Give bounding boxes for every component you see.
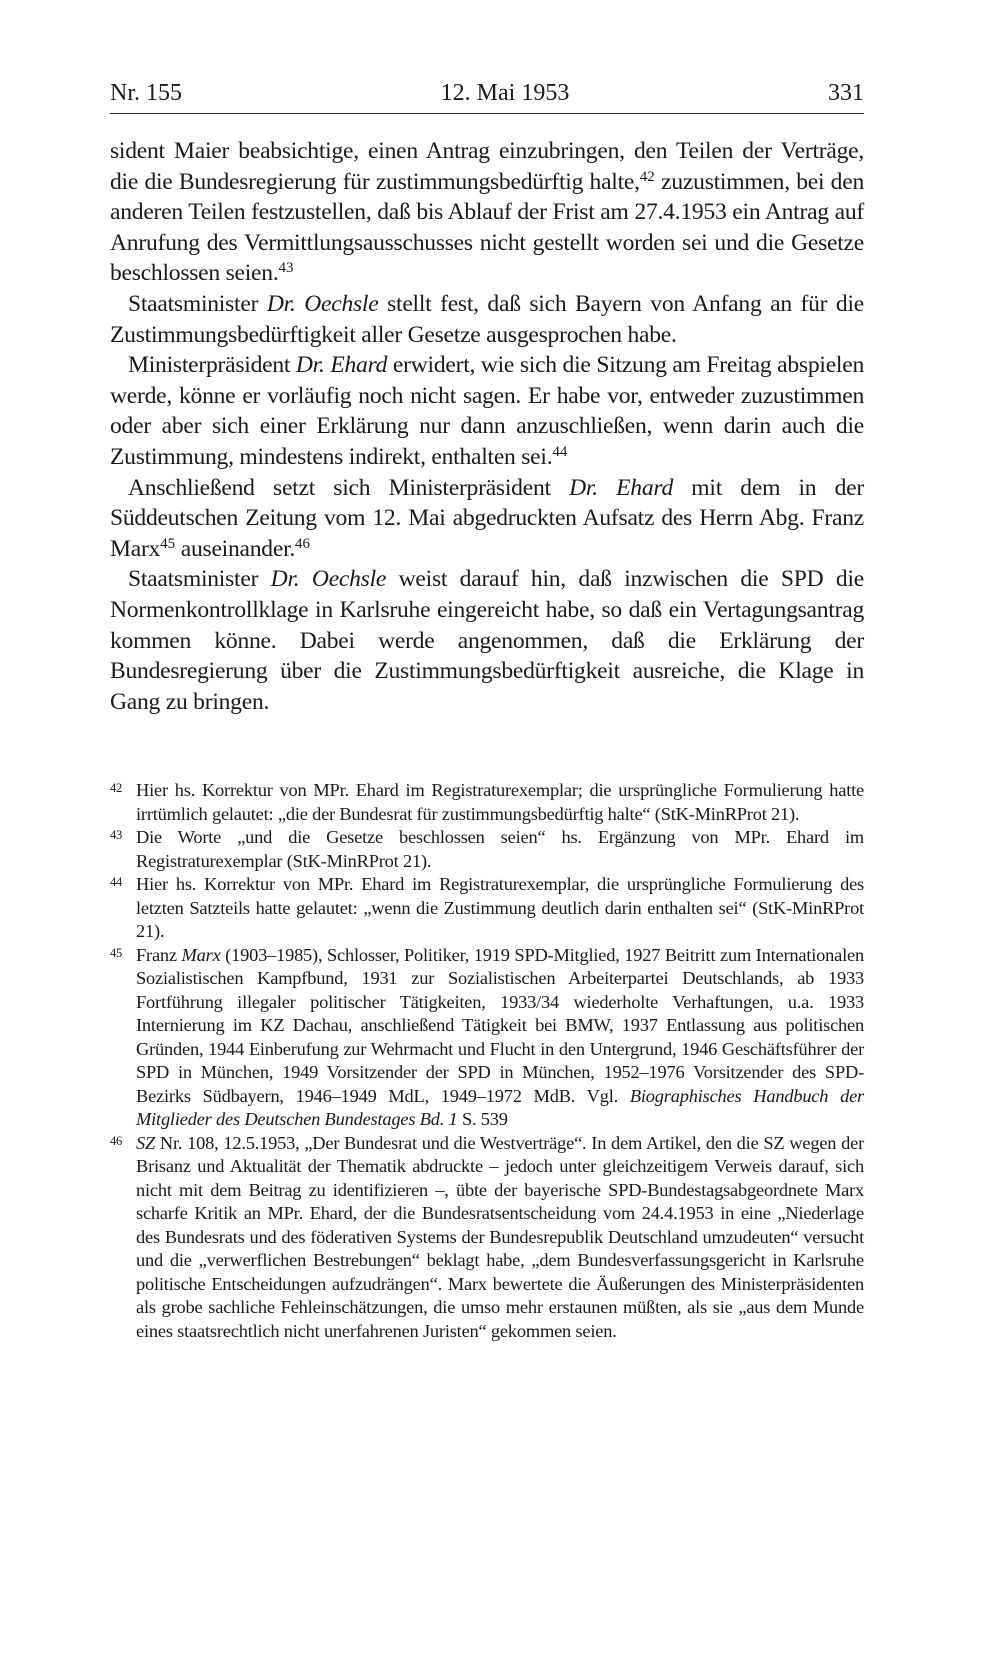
- footnote-number: 46: [110, 1133, 123, 1148]
- footnote-45: 45 Franz Marx (1903–1985), Schlosser, Politiker, 1919 SPD-Mitglied, 1927 Beitritt zum Internationalen Sozialistischen Kampfbund, 1931 zur Sozialistischen Arbeiterpartei Deutschlands, ab 1933 Fortführung illegaler politischer Tätigkeiten, 1933/34 wiederholte Verhaftungen, u.a. 1933 Internierung im KZ Dachau, anschließend Tätigkeit bei BMW, 1937 Entlassung aus politischen Gründen, 1944 Einberufung zur Wehrmacht und Flucht in den Untergrund, 1946 Geschäftsführer der SPD in München, 1949 Vorsitzender der SPD in München, 1952–1976 Vorsitzender des SPD-Bezirks Südbayern, 1946–1949 MdL, 1949–1972 MdB. Vgl. Biographisches Handbuch der Mitglieder des Deutschen Bundestages Bd. 1 S. 539: [110, 944, 864, 1130]
- paragraph-continuation: sident Maier beabsichtige, einen Antrag einzubringen, den Teilen der Verträge, die die Bundesregierung für zustimmungsbedürftig halte,$^{42}$ zuzustimmen, bei den anderen Teilen festzustellen, daß bis Ablauf der Frist am 27.4.1953 ein Antrag auf Anrufung des Vermittlungsausschusses nicht gestellt worden sei und die Gesetze beschlossen seien.$^{43}$: [110, 138, 864, 287]
- speaker-name: Dr. Oechsle: [270, 566, 387, 593]
- footnote-ref[interactable]: 44: [552, 443, 568, 460]
- footnote-number: 43: [110, 828, 123, 843]
- footnote-ref[interactable]: 45: [160, 535, 176, 552]
- speaker-name: Dr. Ehard: [295, 352, 388, 379]
- document-page: [110, 78, 864, 1343]
- document-number: Nr. 155: [110, 80, 182, 106]
- footnote-ref[interactable]: 43: [278, 260, 294, 277]
- source-title: SZ: [136, 1132, 156, 1153]
- footnote-42: 42 Hier hs. Korrektur von MPr. Ehard im Registraturexemplar; die ursprüngliche Formulierung hatte irrtümlich gelautet: „die der Bundesrat für zustimmungsbedürftig halte“ (StK-MinRProt 21).: [110, 780, 864, 824]
- footnote-44: 44 Hier hs. Korrektur von MPr. Ehard im Registraturexemplar, die ursprüngliche Formulierung des letzten Satzteils hatte gelautet: „wenn die Zustimmung deutlich darin enthalten sei“ (StK-MinRProt 21).: [110, 874, 864, 942]
- paragraph: Staatsminister Dr. Oechsle weist darauf hin, daß inzwischen die SPD die Normenkontrollklage in Karlsruhe eingereicht habe, so daß ein Vertagungsantrag kommen könne. Dabei werde angenommen, daß die Erklärung der Bundesregierung über die Zustimmungsbedürftigkeit ausreiche, die Klage in Gang zu bringen.: [110, 566, 864, 715]
- footnote-number: 44: [110, 875, 123, 890]
- footnote-46: 46 SZ Nr. 108, 12.5.1953, „Der Bundesrat und die Westverträge“. In dem Artikel, den die SZ wegen der Brisanz und Aktualität der Thematik abdruckte – jedoch unter gleichzeitigem Verweis darauf, sich nicht mit dem Beitrag zu identifizieren –, übte der bayerische SPD-Bundestagsabgeordnete Marx scharfe Kritik an MPr. Ehard, der die Bundesratsentscheidung vom 24.4.1953 in eine „Niederlage des Bundesrats und des föderativen Systems der Bundesrepublik Deutschland umzudeuten“ versucht und die „verwerflichen Bestrebungen“ beklagt habe, „dem Bundesverfassungsgericht in Karlsruhe politische Entscheidungen aufzudrängen“. Marx bewertete die Äußerungen des Ministerpräsidenten als grobe sachliche Fehleinschätzungen, die umso mehr erstaunen müßten, als sie „aus dem Munde eines staatsrechtlich nicht unerfahrenen Juristen“ gekommen seien.: [110, 1132, 864, 1341]
- running-head: [110, 78, 864, 114]
- speaker-name: Dr. Ehard: [569, 474, 673, 501]
- paragraph: Ministerpräsident Dr. Ehard erwidert, wie sich die Sitzung am Freitag abspielen werde, könne er vorläufig noch nicht sagen. Er habe vor, entweder zuzustimmen oder aber sich einer Erklärung nur dann anzuschließen, wenn darin auch die Zustimmung, mindestens indirekt, enthalten sei.$^{44}$: [110, 352, 864, 470]
- footnote-43: 43 Die Worte „und die Gesetze beschlossen seien“ hs. Ergänzung von MPr. Ehard im Registraturexemplar (StK-MinRProt 21).: [110, 827, 864, 871]
- page-number: 331: [827, 80, 864, 106]
- paragraph: Staatsminister Dr. Oechsle stellt fest, daß sich Bayern von Anfang an für die Zustimmungsbedürftigkeit aller Gesetze ausgesprochen habe.: [110, 290, 864, 348]
- body-text: [110, 136, 864, 717]
- footnote-ref[interactable]: 42: [639, 168, 655, 185]
- footnote-number: 45: [110, 945, 123, 960]
- person-name: Marx: [181, 944, 221, 965]
- source-title: Biographisches Handbuch der Mitglieder des Deutschen Bundestages Bd. 1: [136, 1085, 864, 1130]
- session-date: 12. Mai 1953: [440, 80, 570, 106]
- footnote-number: 42: [110, 781, 123, 796]
- footnote-ref[interactable]: 46: [295, 535, 311, 552]
- paragraph: Anschließend setzt sich Ministerpräsident Dr. Ehard mit dem in der Süddeutschen Zeitung vom 12. Mai abgedruckten Aufsatz des Herrn Abg. Franz Marx$^{45}$ auseinander.$^{46}$: [110, 474, 864, 562]
- speaker-name: Dr. Oechsle: [266, 290, 379, 317]
- footnotes: [110, 779, 864, 1343]
